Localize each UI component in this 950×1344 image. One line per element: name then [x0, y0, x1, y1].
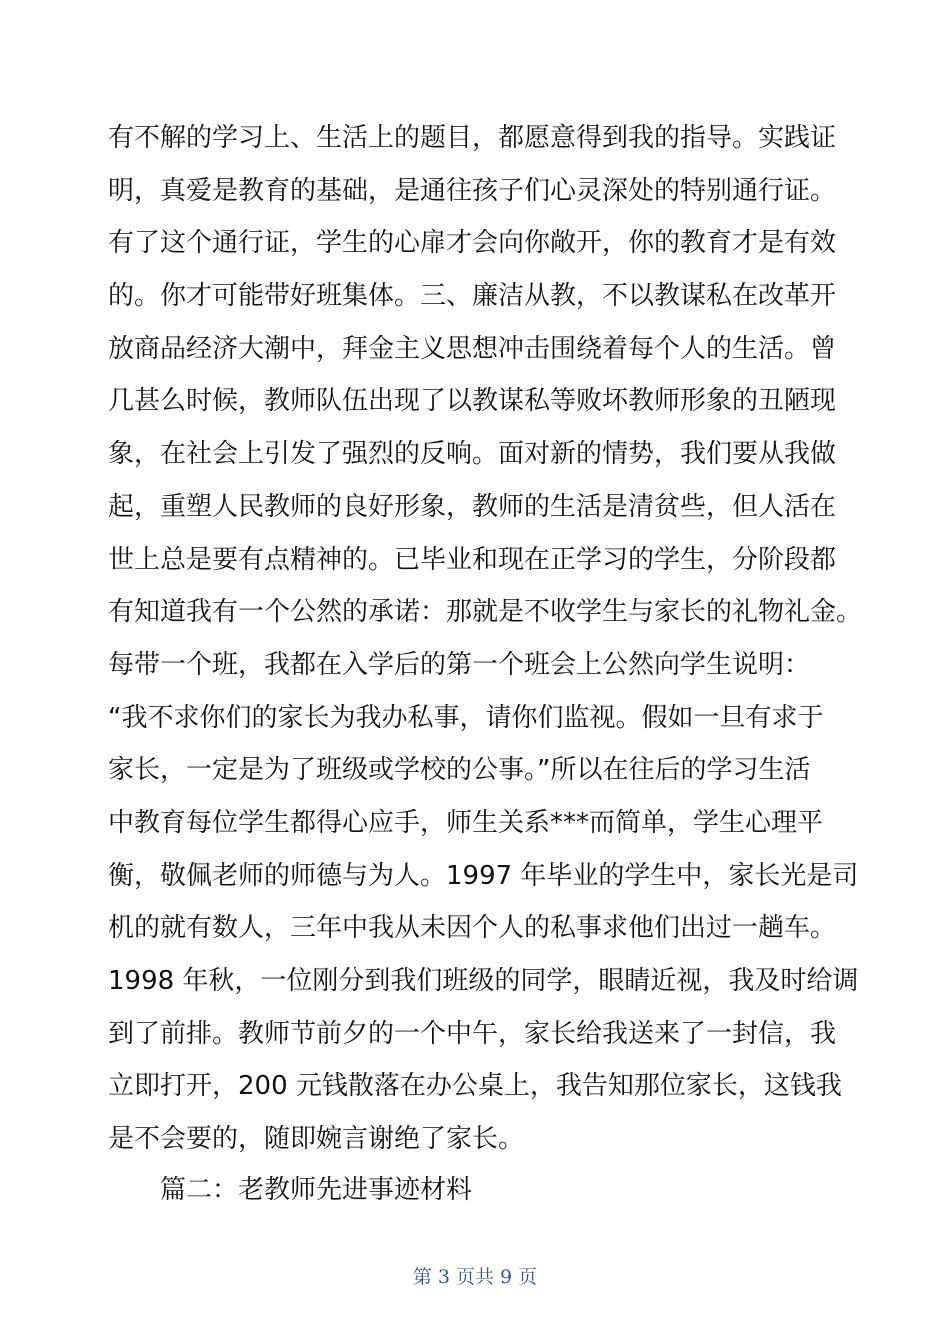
paragraph-line: 立即打开，200 元钱散落在办公桌上，我告知那位家长，这钱我 — [108, 1071, 842, 1102]
paragraph-line: 有了这个通行证，学生的心扉才会向你敞开，你的教育才是有效 — [108, 228, 837, 259]
paragraph-line: 是不会要的，随即婉言谢绝了家长。 — [108, 1124, 525, 1155]
paragraph-line: 世上总是要有点精神的。已毕业和现在正学习的学生，分阶段都 — [108, 544, 837, 575]
paragraph-line: 中教育每位学生都得心应手，师生关系***而简单，学生心理平 — [108, 807, 824, 838]
paragraph-line: 几甚么时候，教师队伍出现了以教谋私等败坏教师形象的丑陋现 — [108, 386, 837, 417]
paragraph-line: 象，在社会上引发了强烈的反响。面对新的情势，我们要从我做 — [108, 439, 837, 470]
paragraph-line: 起，重塑人民教师的良好形象，教师的生活是清贫些，但人活在 — [108, 491, 837, 522]
section-heading: 篇二：老教师先进事迹材料 — [160, 1175, 473, 1205]
paragraph-line: 明，真爱是教育的基础，是通往孩子们心灵深处的特别通行证。 — [108, 175, 837, 206]
paragraph-line: 衡，敬佩老师的师德与为人。1997 年毕业的学生中，家长光是司 — [108, 860, 859, 891]
paragraph-line: 机的就有数人，三年中我从未因个人的私事求他们出过一趟车。 — [108, 913, 837, 944]
body-paragraph — [108, 112, 868, 1166]
paragraph-line: 1998 年秋，一位刚分到我们班级的同学，眼睛近视，我及时给调 — [108, 966, 859, 996]
paragraph-line: 放商品经济大潮中，拜金主义思想冲击围绕着每个人的生活。曾 — [108, 333, 837, 364]
paragraph-line: 的。你才可能带好班集体。三、廉洁从教，不以教谋私在改革开 — [108, 281, 837, 312]
paragraph-line: 有知道我有一个公然的承诺：那就是不收学生与家长的礼物礼金。 — [108, 597, 863, 628]
paragraph-line: 有不解的学习上、生活上的题目，都愿意得到我的指导。实践证 — [108, 123, 837, 153]
paragraph-line: 每带一个班，我都在入学后的第一个班会上公然向学生说明： — [108, 649, 811, 680]
paragraph-line: 家长，一定是为了班级或学校的公事。”所以在往后的学习生活 — [108, 755, 811, 786]
paragraph-line: 到了前排。教师节前夕的一个中午，家长给我送来了一封信，我 — [108, 1018, 837, 1049]
paragraph-line: “我不求你们的家长为我办私事，请你们监视。假如一旦有求于 — [108, 702, 824, 733]
page-number-footer: 第 3 页共 9 页 — [412, 1266, 538, 1288]
